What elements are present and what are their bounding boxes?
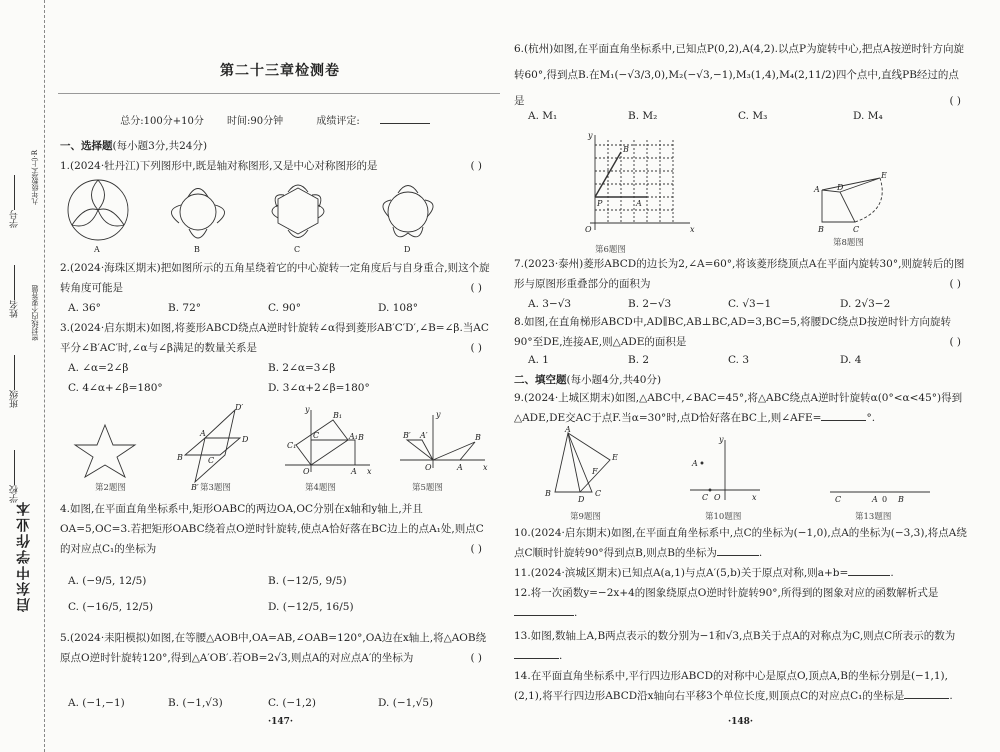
answer-paren[interactable]: ( ) xyxy=(470,160,482,172)
q7-options xyxy=(528,294,890,314)
section2-heading: 二、填空题(每小题4分,共40分) xyxy=(514,374,662,386)
brand-label: 启东中学作业本 xyxy=(16,500,32,612)
option-b[interactable]: B. (−12/5, 9/5) xyxy=(268,575,347,587)
field-school: 学校 xyxy=(8,450,21,503)
question-8: 8.如图,在直角梯形ABCD中,AD∥BC,AB⊥BC,AD=3,BC=5,将腰DC绕点D按逆时针方向旋转90°至DE,连接AE,则△ADE的面积是 ( ) xyxy=(514,312,969,352)
svg-text:C: C xyxy=(702,493,709,502)
svg-text:A: A xyxy=(457,463,463,472)
option-b[interactable]: B. 2−√3 xyxy=(628,298,672,310)
figure-caption: 第8题图 xyxy=(833,238,864,248)
svg-text:B: B xyxy=(623,145,629,154)
svg-text:C: C xyxy=(208,456,215,465)
question-4: 4.如图,在平面直角坐标系中,矩形OABC的两边OA,OC分别在x轴和y轴上,并且OA=5,OC=3.若把矩形OABC绕着点O逆时针旋转,使点A恰好落在BC边上的点A₁处,则点C的对应点C₁的坐标为 ( ) xyxy=(60,499,490,559)
svg-text:O: O xyxy=(585,225,592,234)
q4-options xyxy=(68,568,468,620)
question-10: 10.(2024·启东期末)如图,在平面直角坐标系中,点C的坐标为(−1,0),点A的坐标为(−3,3),将点A绕点C顺时针旋转90°得到点B,则点B的坐标为 . xyxy=(514,527,967,559)
option-a[interactable]: A. ∠α=2∠β xyxy=(68,362,129,374)
option-b[interactable]: B. 2∠α=3∠β xyxy=(268,362,336,374)
option-d[interactable]: D. (−1,√5) xyxy=(378,697,434,709)
answer-paren[interactable]: ( ) xyxy=(470,282,482,294)
figure-option-c xyxy=(272,185,324,254)
svg-text:B′: B′ xyxy=(191,483,199,492)
option-a[interactable]: A. (−9/5, 12/5) xyxy=(68,575,147,587)
option-c[interactable]: C. 4∠α+∠β=180° xyxy=(68,382,163,394)
page-title: 第二十三章检测卷 xyxy=(220,63,340,79)
option-b[interactable]: B. 2 xyxy=(628,354,650,366)
q2-options xyxy=(68,298,418,318)
exam-time: 时间:90分钟 xyxy=(227,116,284,127)
option-d[interactable]: D. M₄ xyxy=(853,110,883,122)
svg-text:C₁: C₁ xyxy=(287,441,297,450)
svg-text:E: E xyxy=(612,453,618,462)
seal-notice: 密封线内不要答题 xyxy=(31,285,39,341)
svg-text:D: D xyxy=(242,435,249,444)
q3-rhombus-figure xyxy=(176,403,249,492)
option-c[interactable]: C. √3−1 xyxy=(728,298,772,310)
q4-rectangle-figure xyxy=(285,405,372,476)
svg-text:B: B xyxy=(818,225,824,234)
option-a[interactable]: A. 36° xyxy=(68,302,101,314)
star-figure xyxy=(75,425,135,477)
question-6: 6.(杭州)如图,在平面直角坐标系中,已知点P(0,2),A(4,2).以点P为旋转中心,把点A按逆时针方向旋转60°,得到点B.在M₁(−√3/3,0),M₂(−√3,−1),M₃(1,4),M₄(2,11/2)四个点中,直线PB经过的点是 ( ) xyxy=(514,36,969,114)
q1-figures xyxy=(55,175,495,255)
exam-meta xyxy=(60,112,500,127)
answer-blank[interactable] xyxy=(848,575,890,576)
svg-text:O: O xyxy=(714,493,721,502)
answer-blank[interactable] xyxy=(514,658,559,659)
svg-text:B: B xyxy=(545,489,551,498)
svg-text:B′: B′ xyxy=(403,431,411,440)
svg-text:x: x xyxy=(752,493,757,502)
option-c[interactable]: C. (−1,2) xyxy=(268,697,317,709)
svg-text:x: x xyxy=(367,467,372,476)
page-number: ·147· xyxy=(268,717,294,727)
right-page xyxy=(500,0,1000,752)
option-d[interactable]: D. 3∠α+2∠β=180° xyxy=(268,382,370,394)
figures-row-2 xyxy=(540,425,1000,505)
q6-options xyxy=(528,106,883,126)
svg-text:A: A xyxy=(351,467,357,476)
option-b[interactable]: B. 72° xyxy=(168,302,202,314)
q6-grid-figure xyxy=(580,130,720,240)
q8-trapezoid-figure xyxy=(800,170,920,240)
svg-text:A: A xyxy=(814,185,820,194)
question-1: 1.(2024·牡丹江)下列图形中,既是轴对称图形,又是中心对称图形的是 ( ) xyxy=(60,156,490,176)
q10-axes-figure xyxy=(690,435,760,502)
figure-caption: 第4题图 xyxy=(305,483,336,493)
svg-text:x: x xyxy=(483,463,488,472)
svg-text:C: C xyxy=(313,431,320,440)
option-d[interactable]: D. 108° xyxy=(378,302,419,314)
question-3: 3.(2024·启东期末)如图,将菱形ABCD绕点A逆时针旋转∠α得到菱形AB′C′D′,∠B=∠β.当AC平分∠B′AC′时,∠α与∠β满足的数量关系是 ( ) xyxy=(60,318,490,358)
svg-text:B₁: B₁ xyxy=(333,411,343,420)
figure-caption: 第13题图 xyxy=(855,512,892,522)
section1-heading: 一、选择题(每小题3分,共24分) xyxy=(60,140,208,152)
answer-blank[interactable] xyxy=(717,555,759,556)
svg-text:A: A xyxy=(872,495,878,504)
figure-option-a xyxy=(68,180,128,254)
grade-eval: 成绩评定: xyxy=(306,116,439,127)
total-score: 总分:100分+10分 xyxy=(120,116,204,127)
question-2: 2.(2024·海珠区期末)把如图所示的五角星绕着它的中心旋转一定角度后与自身重合,则这个旋转角度可能是 ( ) xyxy=(60,258,490,298)
grade-label: 九年级数学(上)·R xyxy=(31,150,39,205)
answer-paren[interactable]: ( ) xyxy=(949,278,961,290)
answer-blank[interactable] xyxy=(904,698,949,699)
figure-caption: 第10题图 xyxy=(705,512,742,522)
svg-text:A₁: A₁ xyxy=(349,432,358,441)
option-c[interactable]: C. (−16/5, 12/5) xyxy=(68,601,154,613)
svg-text:A: A xyxy=(200,429,206,438)
figure-caption: 第5题图 xyxy=(412,483,443,493)
option-label: D xyxy=(404,245,411,254)
option-b[interactable]: B. M₂ xyxy=(628,110,658,122)
question-14: 14.在平面直角坐标系中,平行四边形ABCD的对称中心是原点O,顶点A,B的坐标分别是(−1,1),(2,1),将平行四边形ABCD沿x轴向右平移3个单位长度,则顶点C的对应点C₁的坐标是 . xyxy=(514,670,953,702)
option-a[interactable]: A. 3−√3 xyxy=(528,298,572,310)
field-class: 班级 xyxy=(8,355,21,408)
field-name: 姓名 xyxy=(8,265,21,318)
figure-caption: 第2题图 xyxy=(95,483,126,493)
svg-text:y: y xyxy=(436,410,441,419)
svg-text:F: F xyxy=(592,467,598,476)
option-d[interactable]: D. (−12/5, 16/5) xyxy=(268,601,354,613)
svg-text:x: x xyxy=(690,225,695,234)
svg-text:D′: D′ xyxy=(235,403,244,412)
seal-line xyxy=(44,0,45,752)
figure-caption: 第6题图 xyxy=(595,245,626,255)
title-divider xyxy=(58,93,500,94)
question-9: 9.(2024·上城区期末)如图,△ABC中,∠BAC=45°,将△ABC绕点A逆时针旋转α(0°<α<45°)得到△ADE,DE交AC于点F.当α=30°时,点D恰好落在BC上,则∠AFE= °. xyxy=(514,392,963,424)
option-c[interactable]: C. 3 xyxy=(728,354,750,366)
question-12: 12.将一次函数y=−2x+4的图象绕原点O逆时针旋转90°,所得到的图象对应的函数解析式是. xyxy=(514,587,939,619)
question-13: 13.如图,数轴上A,B两点表示的数分别为−1和√3,点B关于点A的对称点为C,则点C所表示的数为. xyxy=(514,630,956,662)
option-label: C xyxy=(294,245,301,254)
answer-blank[interactable] xyxy=(514,615,574,616)
question-5: 5.(2024·耒阳模拟)如图,在等腰△AOB中,OA=AB,∠OAB=120°,OA边在x轴上,将△AOB绕原点O逆时针旋转120°,得到△A′OB′.若OB=2√3,则点A的对应点A′的坐标为 ( ) xyxy=(60,628,490,668)
option-d[interactable]: D. 4 xyxy=(840,354,862,366)
option-a[interactable]: A. (−1,−1) xyxy=(68,697,125,709)
question-11: 11.(2024·滨城区期末)已知点A(a,1)与点A′(5,b)关于原点对称,则a+b= . xyxy=(514,567,894,579)
q9-triangle-figure xyxy=(544,425,618,504)
answer-paren[interactable]: ( ) xyxy=(470,543,482,555)
svg-text:A: A xyxy=(692,459,698,468)
svg-text:y: y xyxy=(719,435,724,444)
svg-text:D: D xyxy=(578,495,585,504)
q5-triangle-figure xyxy=(400,410,488,472)
svg-text:O: O xyxy=(425,463,432,472)
svg-text:0: 0 xyxy=(882,495,888,504)
svg-text:D: D xyxy=(837,183,844,192)
svg-text:B: B xyxy=(898,495,904,504)
answer-blank[interactable] xyxy=(821,420,866,421)
binding-gutter xyxy=(0,0,55,752)
figure-caption: 第3题图 xyxy=(200,483,231,493)
svg-text:E: E xyxy=(881,171,887,180)
option-c[interactable]: C. M₃ xyxy=(738,110,768,122)
answer-paren[interactable]: ( ) xyxy=(949,336,961,348)
svg-text:C: C xyxy=(595,489,602,498)
page-number: ·148· xyxy=(728,717,754,727)
svg-text:C: C xyxy=(853,225,860,234)
q13-number-line-figure xyxy=(830,492,930,504)
q5-options xyxy=(68,693,433,713)
svg-text:A′: A′ xyxy=(420,431,428,440)
answer-paren[interactable]: ( ) xyxy=(470,652,482,664)
svg-text:O: O xyxy=(303,467,310,476)
field-student-id: 学号 xyxy=(8,175,21,228)
svg-text:A: A xyxy=(565,425,571,434)
svg-text:B: B xyxy=(177,453,183,462)
answer-paren[interactable]: ( ) xyxy=(470,342,482,354)
question-7: 7.(2023·泰州)菱形ABCD的边长为2,∠A=60°,将该菱形绕顶点A在平面内旋转30°,则旋转后的图形与原图形重叠部分的面积为 ( ) xyxy=(514,254,969,294)
figure-caption: 第9题图 xyxy=(570,512,601,522)
svg-text:y: y xyxy=(588,131,593,140)
option-c[interactable]: C. 90° xyxy=(268,302,301,314)
figure-option-d xyxy=(383,186,433,255)
svg-text:B: B xyxy=(358,433,364,442)
svg-text:A: A xyxy=(636,199,642,208)
option-label: A xyxy=(94,245,100,254)
svg-text:y: y xyxy=(305,405,310,414)
option-a[interactable]: A. M₁ xyxy=(528,110,558,122)
answer-paren[interactable]: ( ) xyxy=(949,95,961,107)
q8-options xyxy=(528,350,861,370)
svg-text:C: C xyxy=(835,495,842,504)
option-b[interactable]: B. (−1,√3) xyxy=(168,697,223,709)
svg-text:P: P xyxy=(597,199,603,208)
option-label: B xyxy=(194,245,200,254)
option-a[interactable]: A. 1 xyxy=(528,354,549,366)
figure-option-b xyxy=(171,189,224,255)
option-d[interactable]: D. 2√3−2 xyxy=(840,298,891,310)
q3-options xyxy=(68,358,468,398)
svg-text:B: B xyxy=(475,433,481,442)
